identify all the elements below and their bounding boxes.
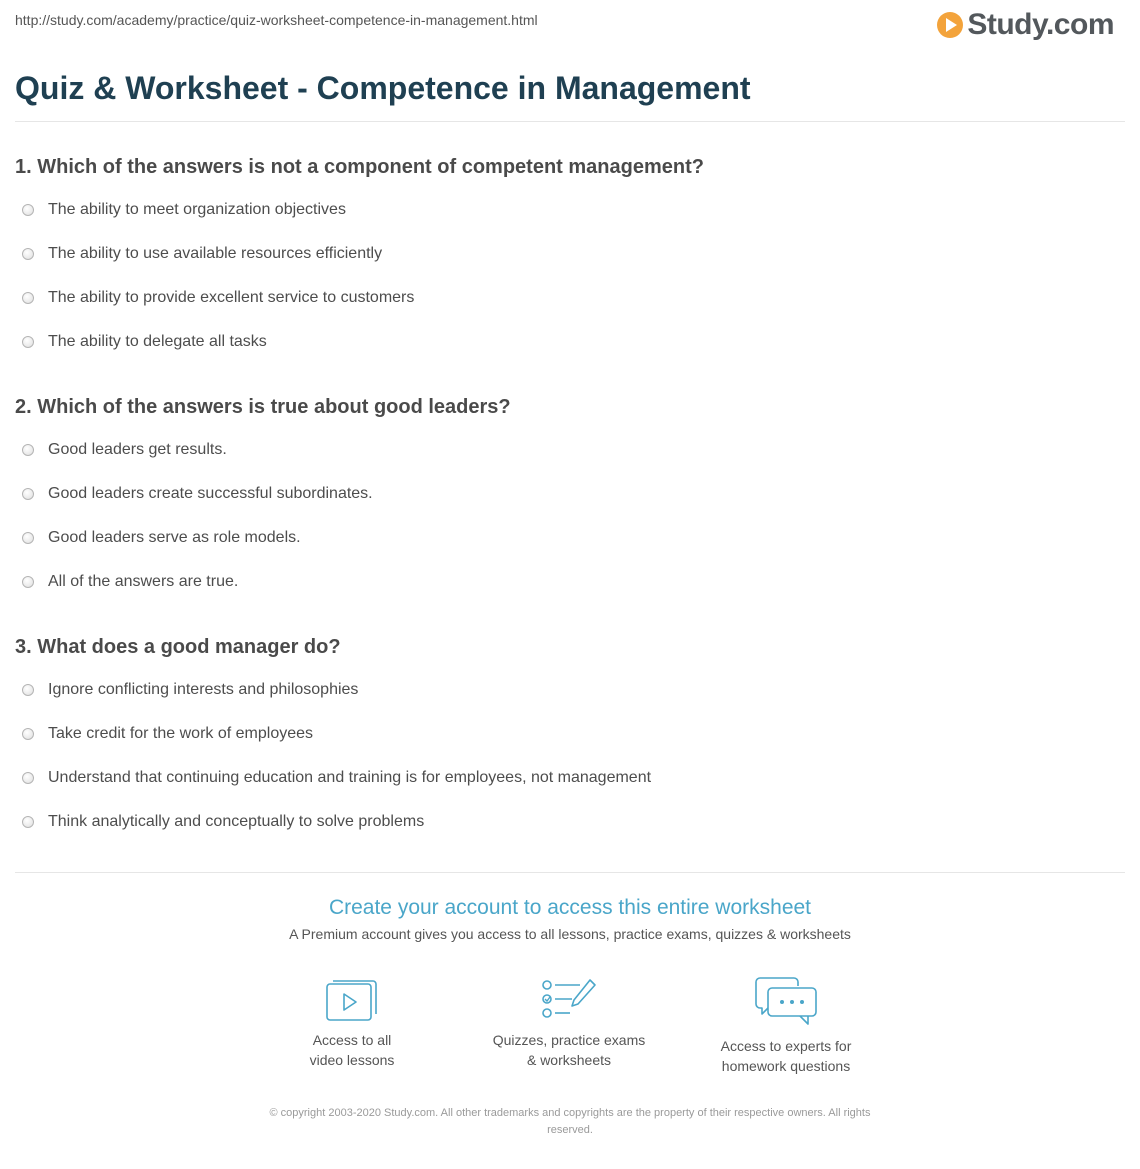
- feature-quizzes: [469, 976, 669, 1070]
- radio-button-icon[interactable]: [22, 772, 34, 784]
- title-divider: [15, 121, 1125, 122]
- answer-option[interactable]: [22, 198, 346, 222]
- radio-button-icon[interactable]: [22, 532, 34, 544]
- page-title: Quiz & Worksheet - Competence in Management: [15, 70, 751, 106]
- answer-text: The ability to provide excellent service to customers: [48, 289, 415, 306]
- answer-text: Think analytically and conceptually to solve problems: [48, 813, 425, 830]
- radio-button-icon[interactable]: [22, 336, 34, 348]
- answer-option[interactable]: [22, 330, 267, 354]
- radio-button-icon[interactable]: [22, 292, 34, 304]
- answer-text: Good leaders create successful subordinates.: [48, 485, 373, 502]
- answer-text: The ability to meet organization objectives: [48, 201, 346, 218]
- answer-option[interactable]: [22, 570, 238, 594]
- answer-text: Understand that continuing education and training is for employees, not management: [48, 769, 652, 786]
- answer-text: The ability to use available resources efficiently: [48, 245, 383, 262]
- question-3: [15, 634, 1125, 830]
- play-logo-icon: [937, 12, 963, 38]
- question-3-text: 3. What does a good manager do?: [15, 636, 341, 658]
- feature-line: homework questions: [721, 1058, 851, 1074]
- radio-button-icon[interactable]: [22, 488, 34, 500]
- answer-text: Ignore conflicting interests and philosophies: [48, 681, 359, 698]
- radio-button-icon[interactable]: [22, 576, 34, 588]
- page-url[interactable]: http://study.com/academy/practice/quiz-worksheet-competence-in-management.html: [15, 12, 538, 28]
- answer-option[interactable]: [22, 438, 227, 462]
- question-2-text: 2. Which of the answers is true about good leaders?: [15, 396, 511, 418]
- answer-text: Good leaders get results.: [48, 441, 227, 458]
- cta-subtitle: A Premium account gives you access to all lessons, practice exams, quizzes & worksheets: [289, 926, 851, 942]
- cta-divider: [15, 872, 1125, 873]
- copyright-line: © copyright 2003-2020 Study.com. All other trademarks and copyrights are the property of their respective owners. All rights: [269, 1107, 871, 1119]
- answer-option[interactable]: [22, 766, 651, 790]
- answer-text: Take credit for the work of employees: [48, 725, 314, 742]
- quiz-checklist-icon: [540, 976, 598, 1022]
- study-com-logo[interactable]: [937, 8, 1114, 42]
- feature-line: video lessons: [309, 1052, 395, 1068]
- feature-line: Access to experts for: [720, 1038, 852, 1054]
- feature-line: Access to all: [312, 1032, 392, 1048]
- question-2: [15, 394, 1125, 590]
- answer-text: Good leaders serve as role models.: [48, 529, 301, 546]
- create-account-link[interactable]: Create your account to access this entire worksheet: [328, 896, 812, 919]
- answer-option[interactable]: [22, 482, 373, 506]
- chat-bubbles-icon: [754, 976, 818, 1028]
- video-lessons-icon: [325, 976, 379, 1022]
- feature-video-lessons: [252, 976, 452, 1070]
- answer-text: The ability to delegate all tasks: [48, 333, 267, 350]
- radio-button-icon[interactable]: [22, 204, 34, 216]
- answer-option[interactable]: [22, 810, 424, 834]
- logo-text: Study.com: [967, 8, 1114, 41]
- question-1: [15, 154, 1125, 350]
- radio-button-icon[interactable]: [22, 728, 34, 740]
- answer-option[interactable]: [22, 286, 414, 310]
- question-1-text: 1. Which of the answers is not a component of competent management?: [15, 156, 704, 178]
- radio-button-icon[interactable]: [22, 816, 34, 828]
- feature-line: Quizzes, practice exams: [492, 1032, 646, 1048]
- copyright-notice: [215, 1105, 925, 1139]
- answer-option[interactable]: [22, 722, 313, 746]
- answer-option[interactable]: [22, 526, 301, 550]
- feature-line: & worksheets: [526, 1052, 612, 1068]
- radio-button-icon[interactable]: [22, 444, 34, 456]
- copyright-line: reserved.: [547, 1124, 593, 1136]
- radio-button-icon[interactable]: [22, 684, 34, 696]
- answer-option[interactable]: [22, 242, 382, 266]
- radio-button-icon[interactable]: [22, 248, 34, 260]
- answer-text: All of the answers are true.: [48, 573, 239, 590]
- answer-option[interactable]: [22, 678, 358, 702]
- feature-experts: [686, 976, 886, 1076]
